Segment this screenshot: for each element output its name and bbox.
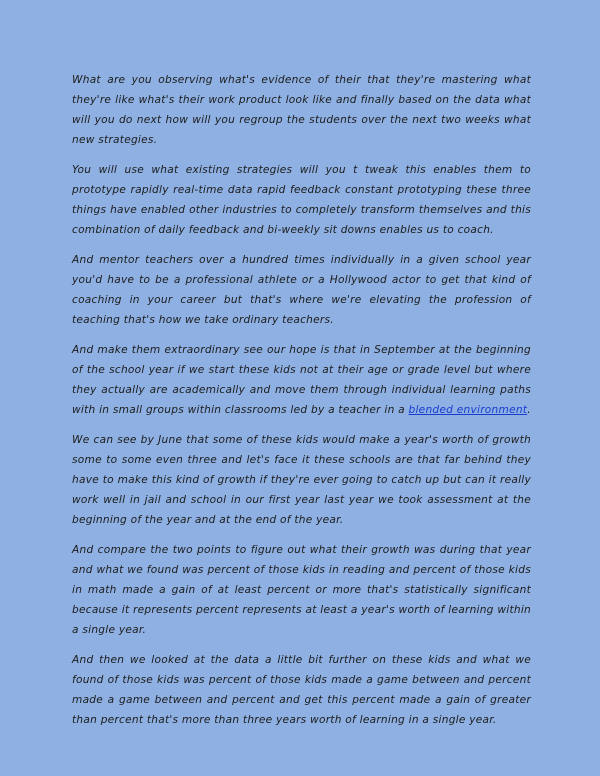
paragraph-4-text-after: . — [527, 404, 531, 416]
paragraph-1: What are you observing what's evidence of their that they're mastering what they're like what's their work product look like and finally based on the data what will you do next how will you regroup the students over the next two weeks what new strategies. — [72, 74, 531, 146]
paragraph-4 — [72, 340, 531, 420]
paragraph-3: And mentor teachers over a hundred times individually in a given school year you'd have to be a professional athlete or a Hollywood actor to get that kind of coaching in your career but that's where we're elevating the profession of teaching that's how we take ordinary teachers. — [72, 254, 531, 326]
blended-environment-link[interactable]: blended environment — [408, 404, 528, 416]
paragraph-5: We can see by June that some of these kids would make a year's worth of growth some to some even three and let's face it these schools are that far behind they have to make this kind of growth if they're ever going to catch up but can it really work well in jail and school in our first year last year we took assessment at the beginning of the year and at the end of the year. — [72, 434, 531, 526]
paragraph-7: And then we looked at the data a little bit further on these kids and what we found of those kids was percent of those kids made a game between and percent made a game between and percent and get this percent made a gain of greater than percent that's more than three years worth of learning in a single year. — [72, 654, 531, 726]
paragraph-2: You will use what existing strategies will you t tweak this enables them to prototype rapidly real-time data rapid feedback constant prototyping these three things have enabled other industries to completely transform themselves and this combination of daily feedback and bi-weekly sit downs enables us to coach. — [72, 164, 531, 236]
paragraph-4-text-before: And make them extraordinary see our hope is that in September at the beginning of the school year if we start these kids not at their age or grade level but where they actually are academically and move them through individual learning paths with in small groups within classrooms led by a teacher in a — [72, 344, 531, 416]
paragraph-6: And compare the two points to figure out what their growth was during that year and what we found was percent of those kids in reading and percent of those kids in math made a gain of at least percent or more that's statistically significant because it represents percent represents at least a year's worth of learning within a single year. — [72, 544, 531, 636]
document-body — [72, 70, 531, 740]
